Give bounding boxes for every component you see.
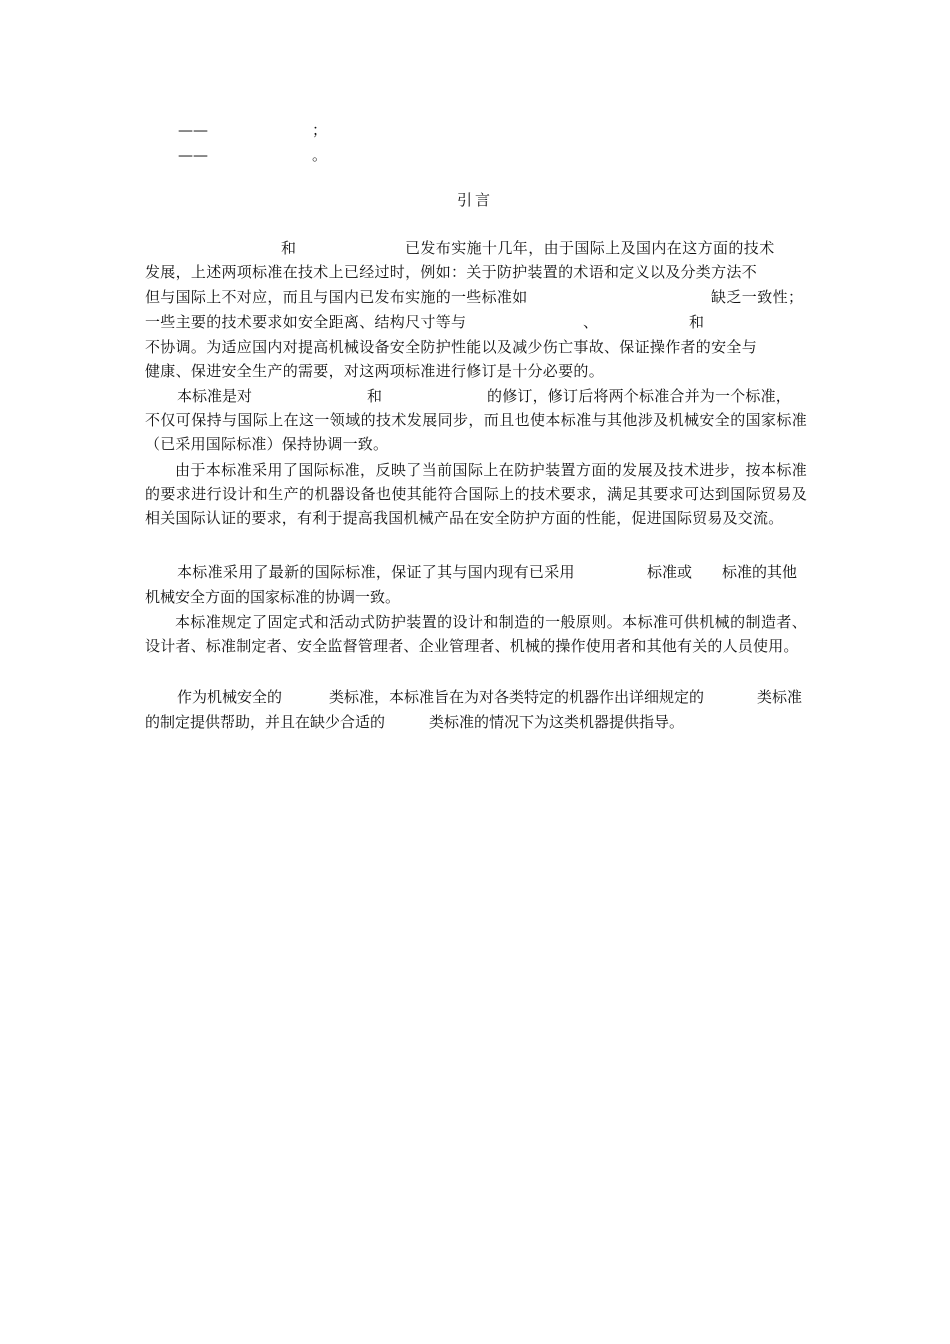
intro-line-4-head: 一些主要的技术要求如安全距离、结构尺寸等与 bbox=[145, 313, 467, 331]
intro-line-5: 不协调。为适应国内对提高机械设备安全防护性能以及减少伤亡事故、保证操作者的安全与 bbox=[145, 338, 758, 356]
list-end: ； bbox=[312, 121, 328, 139]
p4-line-2: 机械安全方面的国家标准的协调一致。 bbox=[145, 588, 401, 606]
list-dash: —— bbox=[178, 146, 208, 164]
intro-line-3-head: 但与国际上不对应，而且与国内已发布实施的一些标准如 bbox=[145, 288, 528, 306]
intro-line-6: 健康、保进安全生产的需要，对这两项标准进行修订是十分必要的。 bbox=[145, 362, 605, 380]
p2-tail: 的修订，修订后将两个标准合并为一个标准， bbox=[487, 387, 792, 405]
p6-head: 作为机械安全的 bbox=[177, 688, 283, 706]
p6-line-2-tail: 类标准的情况下为这类机器提供指导。 bbox=[429, 713, 685, 731]
list-end: 。 bbox=[312, 146, 328, 164]
p2-and: 和 bbox=[367, 387, 383, 405]
list-dash: —— bbox=[178, 121, 208, 139]
intro-line-4-and: 和 bbox=[689, 313, 705, 331]
p2-head: 本标准是对 bbox=[177, 387, 253, 405]
p6-tail: 类标准 bbox=[757, 688, 803, 706]
p2-rest: 不仅可保持与国际上在这一领域的技术发展同步，而且也使本标准与其他涉及机械安全的国家标准（已采用国际标准）保持协调一致。 bbox=[145, 411, 807, 453]
section-title: 引言 bbox=[456, 191, 493, 209]
intro-and: 和 bbox=[281, 239, 297, 257]
p3: 由于本标准采用了国际标准，反映了当前国际上在防护装置方面的发展及技术进步，按本标准的要求进行设计和生产的机器设备也使其能符合国际上的技术要求，满足其要求可达到国际贸易及相关国际认证的要求，有利于提高我国机械产品在安全防护方面的性能，促进国际贸易及交流。 bbox=[145, 461, 807, 527]
intro-line-2: 发展，上述两项标准在技术上已经过时，例如：关于防护装置的术语和定义以及分类方法不 bbox=[145, 263, 758, 281]
p6-line-2-head: 的制定提供帮助，并且在缺少合适的 bbox=[145, 713, 386, 731]
intro-line-1-tail: 已发布实施十几年，由于国际上及国内在这方面的技术 bbox=[405, 239, 775, 257]
intro-line-4-sep: 、 bbox=[583, 313, 599, 331]
intro-line-3-tail: 缺乏一致性； bbox=[711, 288, 804, 306]
p4-mid: 标准或 bbox=[647, 563, 693, 581]
p5: 本标准规定了固定式和活动式防护装置的设计和制造的一般原则。本标准可供机械的制造者、设计者、标准制定者、安全监督管理者、企业管理者、机械的操作使用者和其他有关的人员使用。 bbox=[145, 613, 807, 655]
p6-mid: 类标准，本标准旨在为对各类特定的机器作出详细规定的 bbox=[329, 688, 705, 706]
p4-tail: 标准的其他 bbox=[722, 563, 798, 581]
p4-head: 本标准采用了最新的国际标准，保证了其与国内现有已采用 bbox=[177, 563, 575, 581]
